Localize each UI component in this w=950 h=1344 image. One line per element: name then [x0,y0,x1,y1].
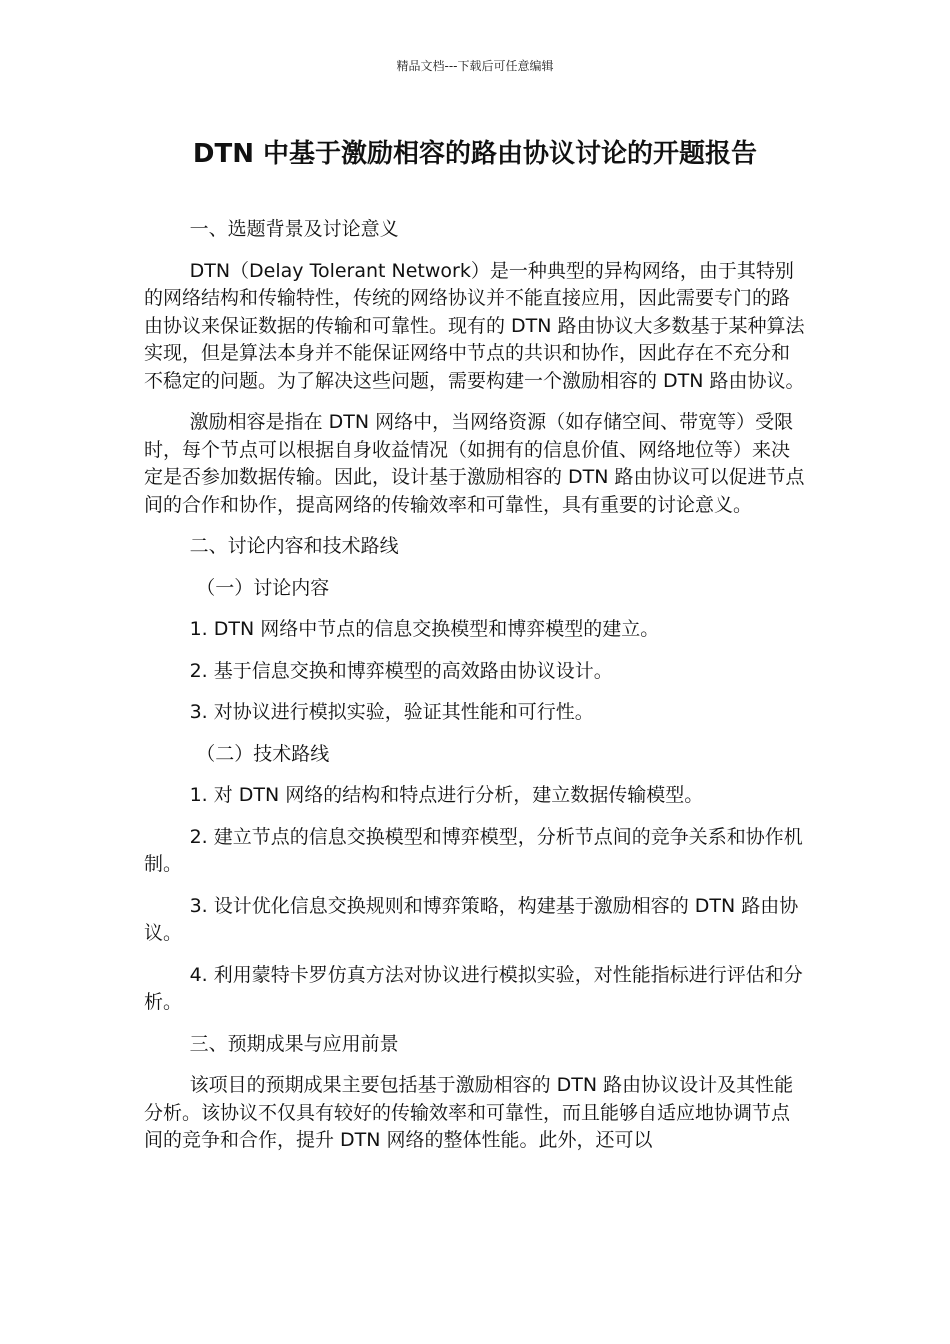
document-body [144,216,806,1169]
section-2-subheading-research: （一）讨论内容 [196,576,330,599]
technical-item-1: 1. 对 DTN 网络的结构和特点进行分析，建立数据传输模型。 [189,784,704,806]
technical-item-2: 2. 建立节点的信息交换模型和博弈模型，分析节点间的竞争关系和协作机制。 [144,825,803,875]
section-3-paragraph-1: 该项目的预期成果主要包括基于激励相容的 DTN 路由协议设计及其性能分析。该协议不仅具有较好的传输效率和可靠性，而且能够自适应地协调节点间的竞争和合作，提升 DTN 网络的整体性能。此外，还可以 [144,1074,794,1151]
section-1-paragraph-2: 激励相容是指在 DTN 网络中，当网络资源（如存储空间、带宽等）受限时，每个节点可以根据自身收益情况（如拥有的信息价值、网络地位等）来决定是否参加数据传输。因此，设计基于激励相容的 DTN 路由协议可以促进节点间的合作和协作，提高网络的传输效率和可靠性，具有重要的讨论意义。 [144,411,805,516]
research-item-1: 1. DTN 网络中节点的信息交换模型和博弈模型的建立。 [189,618,660,640]
section-2-heading: 二、讨论内容和技术路线 [189,535,399,557]
research-item-2: 2. 基于信息交换和博弈模型的高效路由协议设计。 [189,659,613,682]
section-1-paragraph-1: DTN（Delay Tolerant Network）是一种典型的异构网络，由于其特别的网络结构和传输特性，传统的网络协议并不能直接应用，因此需要专门的路由协议来保证数据的传输和可靠性。现有的 DTN 路由协议大多数基于某种算法实现，但是算法本身并不能保证网络中节点的共识和协作，因此存在不充分和不稳定的问题。为了解决这些问题，需要构建一个激励相容的 DTN 路由协议。 [144,259,805,392]
page-header-note: 精品文档---下载后可任意编辑 [396,59,554,73]
research-item-3: 3. 对协议进行模拟实验，验证其性能和可行性。 [189,701,594,723]
section-2-subheading-technical: （二）技术路线 [196,742,330,765]
technical-item-4: 4. 利用蒙特卡罗仿真方法对协议进行模拟实验，对性能指标进行评估和分析。 [144,963,803,1013]
technical-item-3: 3. 设计优化信息交换规则和博弈策略，构建基于激励相容的 DTN 路由协议。 [144,894,799,944]
section-3-heading: 三、预期成果与应用前景 [189,1032,399,1055]
section-1-heading: 一、选题背景及讨论意义 [189,218,399,240]
document-title: DTN 中基于激励相容的路由协议讨论的开题报告 [192,139,758,169]
